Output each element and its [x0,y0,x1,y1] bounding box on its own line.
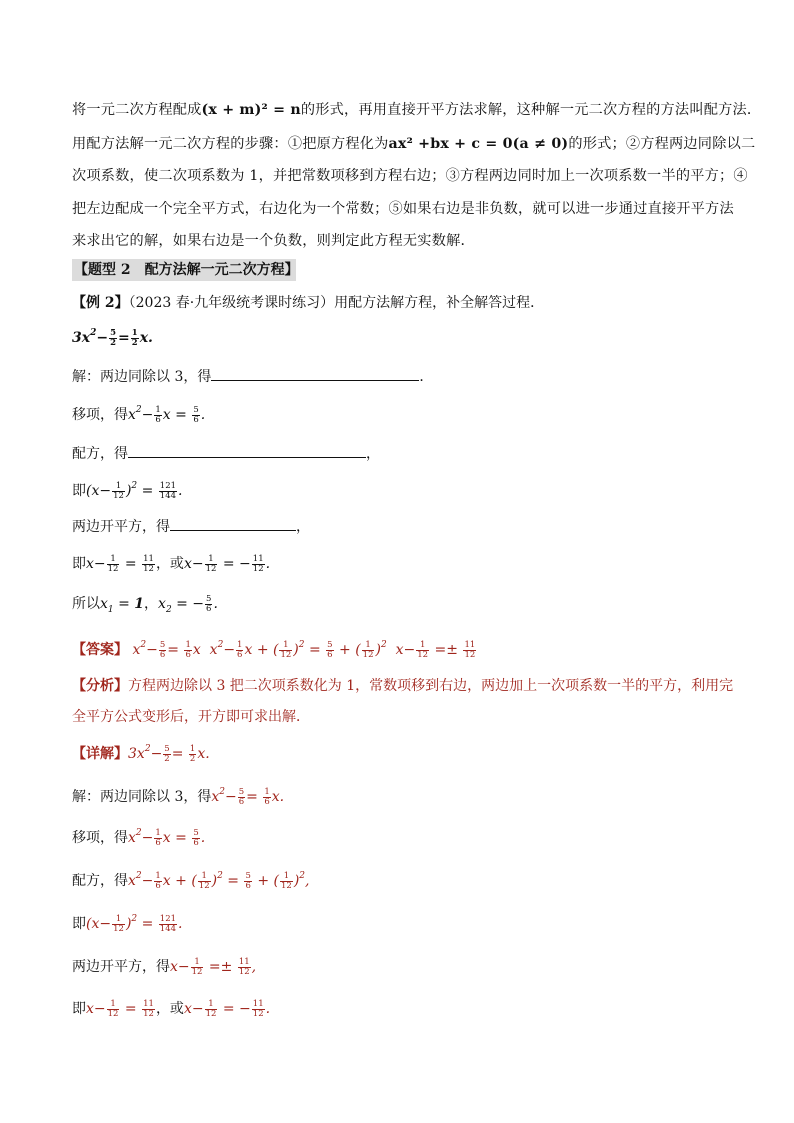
example-header [72,292,544,314]
step-6: 即x− $\frac{1}{12}$ = $\frac{11}{12}$ ，或x− $\frac{1}{12}$ = − $\frac{11}{12}$ . [72,553,271,574]
detail-line-2: 解：两边同除以 3，得$x^2-$ $\frac{5}{6}$ = $\frac{1}{6}$ x. [72,786,285,807]
blank-2[interactable] [128,443,366,458]
blank-3[interactable] [170,516,296,531]
example-label: 【例 2】 [72,295,129,311]
intro-line-2: 用配方法解一元二次方程的步骤：①把原方程化为ax² +bx + c = 0(a ≠ 0)的形式；②方程两边同除以二 [72,136,756,152]
detail-line-5: 即(x− $\frac{1}{12}$ )$^2$ = $\frac{121}{144}$ . [72,913,183,934]
intro-line-1: 将一元二次方程配成(x + m)² = n的形式，再用直接开平方法求解，这种解一元二次方程的方法叫配方法． [72,102,762,118]
detail-line-7: 即x− $\frac{1}{12}$ = $\frac{11}{12}$ ，或x− $\frac{1}{12}$ = − $\frac{11}{12}$ . [72,998,271,1019]
step-3: 配方，得 ， [72,443,380,465]
analysis-label: 【分析】 [72,678,128,694]
example-source: （2023 春·九年级统考课时练习）用配方法解方程，补全解答过程． [128,295,545,311]
step-2: 移项，得$x^2-$ $\frac{1}{6}$ x = $\frac{5}{6}$ . [72,404,206,425]
analysis-line-2: 全平方公式变形后，开方即可求出解． [72,709,310,725]
section-title-banner: 【题型 2 配方法解一元二次方程】 [72,259,296,281]
step-4: 即(x− $\frac{1}{12}$ )$^2$ = $\frac{121}{144}$ . [72,480,183,501]
intro-line-4: 把左边配成一个完全平方式，右边化为一个常数；⑤如果右边是非负数，就可以进一步通过直接开平方法 [72,201,734,217]
answer-label: 【答案】 [72,642,128,658]
intro-line-3: 次项系数，使二次项系数为 1，并把常数项移到方程右边；③方程两边同时加上一次项系数一半的平方；④ [72,168,748,184]
step-7: 所以$x_1 = 1$，$x_2$ = − $\frac{5}{6}$ . [72,593,218,615]
answer-line: 【答案】 $x^2-$ $\frac{5}{6}$ = $\frac{1}{6}$ x $x^2-$ $\frac{1}{6}$ x + ( $\frac{1}{12}$ )$^2$ = $\frac{5}{6}$ + ( $\frac{1}{12}$ )$^2$ x− $\frac{1}{12}$ =± $\frac{11}{12}$ [72,639,476,660]
detail-line-3: 移项，得$x^2-$ $\frac{1}{6}$ x = $\frac{5}{6}$ . [72,827,206,848]
detail-line-6: 两边开平方，得x− $\frac{1}{12}$ =± $\frac{11}{12}$ , [72,956,257,977]
blank-1[interactable] [211,366,419,381]
step-5: 两边开平方，得 ， [72,516,310,538]
detail-line-4: 配方，得$x^2-$ $\frac{1}{6}$ x + ( $\frac{1}{12}$ )$^2$ = $\frac{5}{6}$ + ( $\frac{1}{12}$ )$^2$, [72,870,310,891]
step-1: 解：两边同除以 3，得 ． [72,366,433,388]
problem-equation: $3x^2-$ $\frac{5}{2}$ = $\frac{1}{2}$ x. [72,327,153,348]
detail-line-1: 【详解】$3x^2-$ $\frac{5}{2}$ = $\frac{1}{2}$ x. [72,743,210,764]
analysis-line-1: 【分析】方程两边除以 3 把二次项系数化为 1，常数项移到右边，两边加上一次项系数一半的平方，利用完 [72,678,734,694]
detail-label: 【详解】 [72,746,128,762]
intro-line-5: 来求出它的解，如果右边是一个负数，则判定此方程无实数解． [72,233,475,249]
